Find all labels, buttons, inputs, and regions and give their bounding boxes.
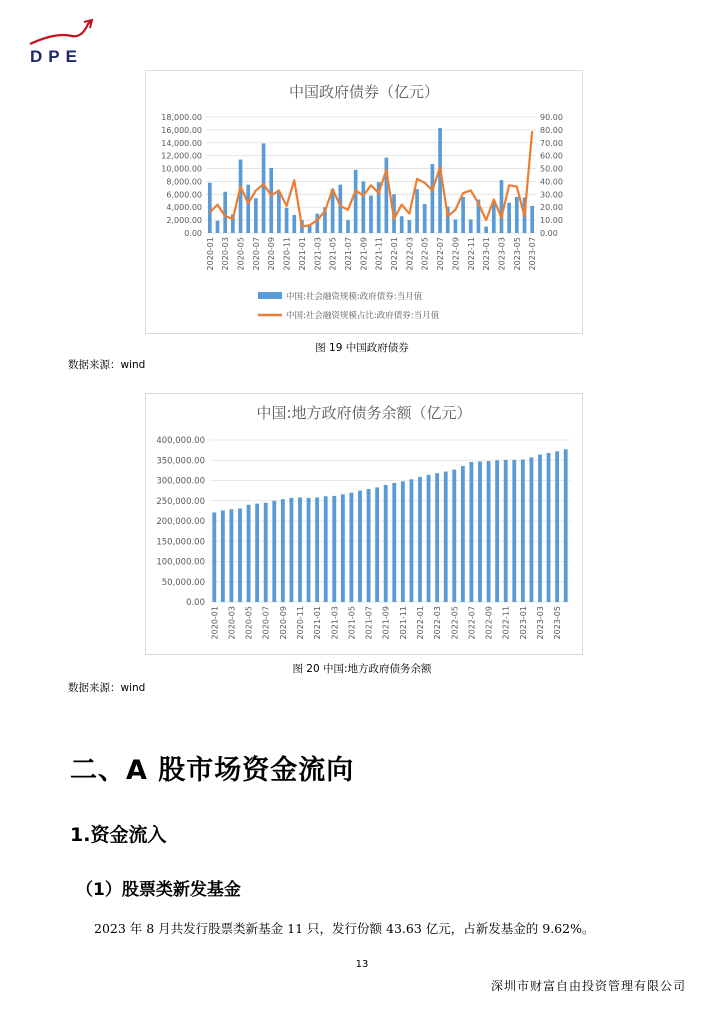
bar (332, 496, 336, 602)
bar (469, 219, 473, 233)
local-government-debt-chart (145, 393, 583, 655)
y-right-tick-label: 20.00 (540, 203, 563, 213)
y-right-tick-label: 70.00 (540, 138, 563, 148)
bar (484, 227, 488, 233)
bar (272, 501, 276, 602)
x-tick-label: 2021-03 (330, 606, 340, 640)
bar (564, 449, 568, 602)
x-tick-label: 2021-09 (359, 237, 369, 271)
y-left-tick-label: 12,000.00 (161, 151, 202, 161)
x-tick-label: 2022-07 (467, 606, 477, 640)
x-tick-label: 2021-11 (374, 237, 384, 271)
x-tick-label: 2021-01 (297, 237, 307, 271)
y-tick-label: 350,000.00 (156, 456, 205, 467)
page-number: 13 (355, 959, 369, 970)
x-tick-label: 2021-11 (398, 606, 408, 640)
bar (307, 498, 311, 602)
bar (264, 503, 268, 602)
y-right-tick-label: 80.00 (540, 125, 563, 135)
y-left-tick-label: 8,000.00 (166, 177, 202, 187)
x-tick-label: 2020-01 (205, 237, 215, 271)
bar (555, 451, 559, 602)
bar (350, 493, 354, 602)
bar (452, 470, 456, 602)
x-tick-label: 2020-09 (278, 606, 288, 640)
y-right-tick-label: 50.00 (540, 164, 563, 174)
bar (423, 204, 427, 233)
bar (292, 215, 296, 233)
x-tick-label: 2020-09 (267, 237, 277, 271)
local-government-debt-chart-svg (146, 394, 582, 654)
bar (478, 461, 482, 602)
bar (530, 206, 534, 233)
bar (354, 170, 358, 233)
x-tick-label: 2021-03 (313, 237, 323, 271)
sub-subsection-heading: （1）股票类新发基金 (76, 880, 241, 900)
chart-title: 中国政府债券（亿元） (288, 83, 440, 101)
figure-19-source: 数据来源：wind (68, 359, 146, 371)
bar (408, 220, 412, 233)
bar (454, 219, 458, 233)
body-paragraph: 2023 年 8 月共发行股票类新基金 11 只，发行份额 43.63 亿元，占新发基金的 9.62%。 (94, 921, 595, 936)
bar (495, 460, 499, 602)
bar (507, 203, 511, 233)
x-tick-label: 2023-03 (497, 237, 507, 271)
x-tick-label: 2022-01 (416, 606, 425, 640)
bar (547, 453, 551, 602)
bar (427, 475, 431, 602)
bar (247, 505, 251, 602)
bar (392, 483, 396, 602)
x-tick-label: 2020-11 (296, 606, 305, 640)
x-tick-label: 2022-03 (405, 237, 415, 271)
x-tick-label: 2020-07 (251, 237, 261, 271)
figure-19-caption: 图 19 中国政府债券 (315, 342, 409, 354)
bar (504, 460, 508, 602)
bar (400, 216, 404, 233)
bar (246, 185, 250, 233)
bar (384, 485, 388, 602)
x-tick-label: 2022-11 (501, 606, 511, 640)
bar (435, 473, 439, 602)
y-left-tick-label: 2,000.00 (166, 216, 202, 226)
bar (461, 466, 465, 602)
x-tick-label: 2022-09 (484, 606, 494, 640)
bar (269, 168, 273, 233)
x-tick-label: 2021-05 (328, 237, 338, 271)
x-tick-label: 2023-05 (512, 237, 522, 271)
bar (521, 459, 525, 602)
x-tick-label: 2021-01 (313, 606, 323, 640)
y-right-tick-label: 30.00 (540, 190, 563, 200)
bar (538, 455, 542, 602)
company-name: 深圳市财富自由投资管理有限公司 (490, 979, 686, 993)
bar (415, 189, 419, 233)
x-tick-label: 2023-01 (518, 606, 528, 640)
y-left-tick-label: 14,000.00 (161, 138, 202, 148)
legend-swatch-bar (258, 292, 282, 299)
bar (512, 460, 516, 602)
y-tick-label: 400,000.00 (156, 436, 205, 446)
figure-20-source: 数据来源：wind (68, 682, 146, 694)
x-tick-label: 2021-07 (343, 237, 353, 271)
bar (341, 494, 345, 602)
y-left-tick-label: 10,000.00 (161, 164, 202, 174)
bar (221, 510, 225, 602)
y-left-tick-label: 16,000.00 (161, 125, 202, 135)
bar (369, 196, 373, 233)
bar (418, 477, 422, 602)
y-left-tick-label: 6,000.00 (166, 190, 202, 200)
x-tick-label: 2023-07 (528, 237, 538, 271)
bar (338, 185, 342, 233)
y-right-tick-label: 90.00 (540, 113, 563, 122)
bar (401, 481, 405, 602)
bar (281, 499, 285, 602)
bar (410, 479, 414, 602)
x-tick-label: 2021-09 (381, 606, 391, 640)
y-right-tick-label: 60.00 (540, 151, 563, 161)
x-tick-label: 2020-05 (236, 237, 246, 271)
y-right-tick-label: 10.00 (540, 216, 563, 226)
x-tick-label: 2023-01 (482, 237, 492, 271)
bar (487, 461, 491, 602)
x-tick-label: 2023-05 (553, 606, 563, 640)
x-tick-label: 2020-05 (244, 606, 254, 640)
legend-label-line: 中国:社会融资规模占比:政府债券:当月值 (286, 311, 440, 321)
y-left-tick-label: 4,000.00 (166, 203, 202, 213)
x-tick-label: 2022-03 (433, 606, 443, 640)
bar (444, 472, 448, 602)
bar (315, 498, 319, 602)
bar (375, 487, 379, 602)
subsection-heading: 1.资金流入 (70, 824, 167, 846)
bar (346, 220, 350, 233)
y-tick-label: 200,000.00 (156, 517, 205, 527)
x-tick-label: 2022-07 (436, 237, 446, 271)
bar (277, 192, 281, 233)
bar (285, 208, 289, 233)
x-tick-label: 2021-05 (347, 606, 357, 640)
section-heading: 二、A 股市场资金流向 (70, 755, 355, 786)
chart-legend (258, 291, 440, 321)
x-tick-label: 2022-05 (420, 237, 430, 271)
bar (298, 498, 302, 602)
y-tick-label: 50,000.00 (161, 577, 205, 588)
y-tick-label: 300,000.00 (156, 476, 205, 487)
bar (358, 491, 362, 602)
y-tick-label: 150,000.00 (156, 537, 205, 548)
legend-label-bar: 中国:社会融资规模:政府债券:当月值 (286, 292, 423, 302)
y-tick-label: 0.00 (186, 598, 205, 608)
bar (530, 457, 534, 602)
y-tick-label: 100,000.00 (156, 557, 205, 568)
x-tick-label: 2022-01 (390, 237, 400, 271)
bar (212, 512, 216, 602)
y-right-tick-label: 0.00 (540, 229, 558, 238)
x-tick-label: 2022-05 (450, 606, 460, 640)
x-tick-label: 2020-11 (282, 237, 292, 271)
y-tick-label: 250,000.00 (156, 496, 205, 507)
bar (290, 498, 294, 602)
government-bond-chart-svg (146, 71, 582, 333)
x-tick-label: 2023-03 (536, 606, 545, 640)
government-bond-chart (145, 70, 583, 334)
y-right-tick-label: 40.00 (540, 177, 563, 187)
bar (254, 198, 258, 233)
bar (461, 197, 465, 233)
x-tick-label: 2020-03 (221, 237, 231, 271)
bar (500, 180, 504, 233)
logo-text: DPE (30, 47, 83, 66)
bar (361, 181, 365, 233)
bar (262, 143, 266, 233)
bar (431, 164, 435, 233)
x-tick-label: 2020-07 (261, 606, 271, 640)
y-left-tick-label: 18,000.00 (161, 113, 202, 122)
chart-title: 中国:地方政府债务余额（亿元） (256, 404, 472, 422)
x-tick-label: 2021-07 (364, 606, 374, 640)
bar (238, 508, 242, 602)
bar (324, 496, 328, 602)
x-tick-label: 2020-01 (210, 606, 220, 640)
figure-20-caption: 图 20 中国:地方政府债务余额 (292, 663, 432, 675)
bar (208, 183, 212, 233)
bar (367, 489, 371, 602)
bar (230, 509, 234, 602)
bar (515, 197, 519, 233)
x-tick-label: 2022-11 (466, 237, 476, 271)
bar (315, 214, 319, 233)
y-left-tick-label: 0.00 (184, 229, 202, 238)
x-tick-label: 2022-09 (451, 237, 461, 271)
bar (470, 462, 474, 602)
bar (255, 504, 259, 602)
x-tick-label: 2020-03 (227, 606, 237, 640)
bar (216, 221, 220, 233)
